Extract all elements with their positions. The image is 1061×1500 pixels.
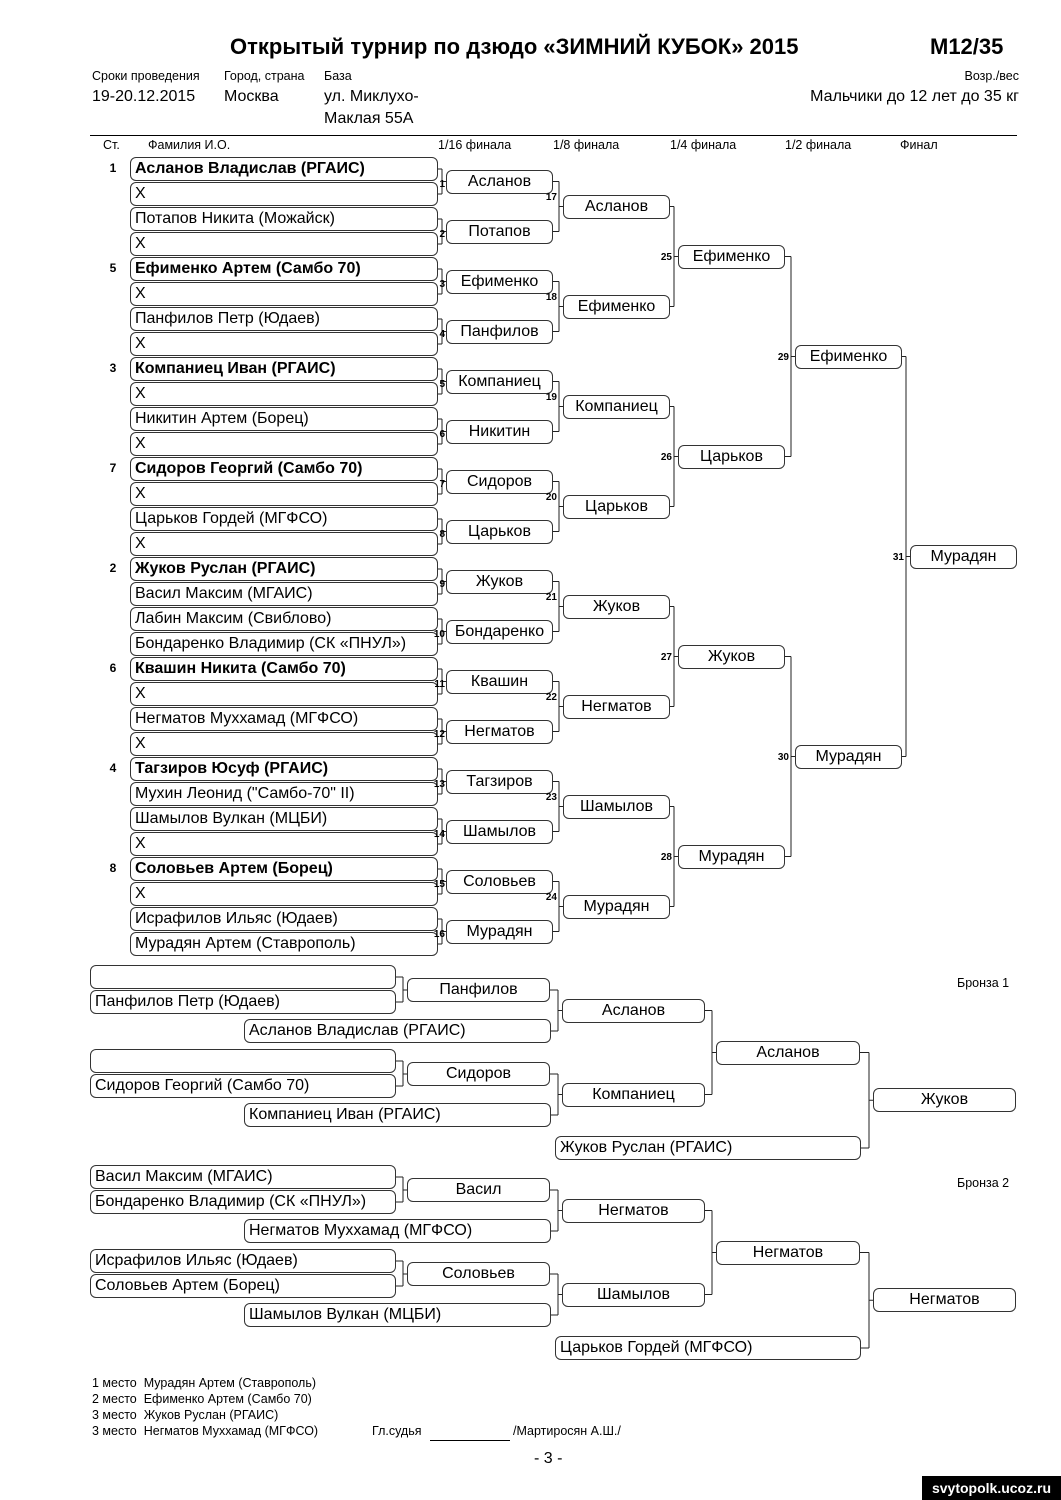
match-winner: Асланов: [446, 170, 553, 194]
entrant-row: Лабин Максим (Свиблово): [130, 607, 438, 631]
repechage-winner: Негматов: [562, 1199, 705, 1223]
entrant-row: Соловьев Артем (Борец): [130, 857, 438, 881]
match-number: 17: [545, 191, 557, 203]
seed-number: 6: [109, 661, 117, 675]
match-number: 19: [545, 391, 557, 403]
match-number: 26: [660, 451, 672, 463]
match-number: 6: [439, 428, 445, 440]
match-winner: Жуков: [678, 645, 785, 669]
category-code: М12/35: [930, 34, 1004, 59]
entrant-row: Х: [130, 682, 438, 706]
match-winner: Ефименко: [795, 345, 902, 369]
base-line2: Маклая 55А: [324, 110, 414, 127]
col-final: Финал: [900, 138, 938, 152]
bronze-winner: Негматов: [873, 1288, 1016, 1312]
match-number: 11: [434, 678, 445, 690]
match-winner: Бондаренко: [446, 620, 553, 644]
match-winner: Панфилов: [446, 320, 553, 344]
repechage-winner: Шамылов: [562, 1283, 705, 1307]
judge-signature-line: [430, 1440, 510, 1441]
result-2: 2 место Ефименко Артем (Самбо 70): [92, 1392, 312, 1406]
match-winner: Царьков: [563, 495, 670, 519]
match-winner: Ефименко: [446, 270, 553, 294]
match-winner: Шамылов: [563, 795, 670, 819]
match-number: 13: [433, 778, 445, 790]
repechage-entrant: Соловьев Артем (Борец): [90, 1274, 396, 1298]
match-number: 29: [777, 351, 789, 363]
repechage-entrant: Компаниец Иван (РГАИС): [244, 1103, 551, 1127]
match-winner: Ефименко: [678, 245, 785, 269]
match-winner: Мурадян: [446, 920, 553, 944]
repechage-entrant: Панфилов Петр (Юдаев): [90, 990, 396, 1014]
match-number: 28: [660, 851, 672, 863]
repechage-entrant: Негматов Муххамад (МГФСО): [244, 1219, 551, 1243]
entrant-row: Х: [130, 182, 438, 206]
match-number: 4: [439, 328, 445, 340]
bronze-opponent: Жуков Руслан (РГАИС): [555, 1136, 861, 1160]
entrant-row: Х: [130, 732, 438, 756]
watermark: svytopolk.ucoz.ru: [922, 1476, 1061, 1500]
match-winner: Сидоров: [446, 470, 553, 494]
col-st: Ст.: [103, 138, 120, 152]
match-winner: Мурадян: [563, 895, 670, 919]
repechage-entrant: [90, 965, 396, 989]
match-winner: Ефименко: [563, 295, 670, 319]
repechage-entrant: Сидоров Георгий (Самбо 70): [90, 1074, 396, 1098]
repechage-winner: Панфилов: [407, 978, 550, 1002]
match-winner: Жуков: [446, 570, 553, 594]
match-number: 16: [433, 928, 445, 940]
match-winner: Царьков: [446, 520, 553, 544]
col-r2: 1/2 финала: [785, 138, 852, 152]
result-4: 3 место Негматов Муххамад (МГФСО): [92, 1424, 319, 1438]
entrant-row: Компаниец Иван (РГАИС): [130, 357, 438, 381]
repechage-winner: Асланов: [716, 1041, 860, 1065]
city-value: Москва: [224, 88, 279, 105]
repechage-winner: Васил: [407, 1178, 550, 1202]
entrant-row: Мурадян Артем (Ставрополь): [130, 932, 438, 956]
seed-number: 8: [109, 861, 117, 875]
repechage-entrant: [90, 1049, 396, 1073]
match-number: 25: [660, 251, 672, 263]
age-label: Возр./вес: [964, 69, 1019, 83]
seed-number: 7: [109, 461, 117, 475]
repechage-entrant: Исрафилов Ильяс (Юдаев): [90, 1249, 396, 1273]
entrant-row: Х: [130, 282, 438, 306]
city-label: Город, страна: [224, 69, 305, 83]
col-r8: 1/8 финала: [553, 138, 620, 152]
repechage-entrant: Бондаренко Владимир (СК «ПНУЛ»): [90, 1190, 396, 1214]
match-number: 2: [439, 228, 445, 240]
match-number: 21: [545, 591, 557, 603]
entrant-row: Х: [130, 532, 438, 556]
match-number: 18: [545, 291, 557, 303]
entrant-row: Х: [130, 432, 438, 456]
match-winner: Негматов: [563, 695, 670, 719]
entrant-row: Квашин Никита (Самбо 70): [130, 657, 438, 681]
entrant-row: Шамылов Вулкан (МЦБИ): [130, 807, 438, 831]
match-number: 5: [439, 378, 445, 390]
entrant-row: Тагзиров Юсуф (РГАИС): [130, 757, 438, 781]
judge-label: Гл.судья: [372, 1424, 422, 1438]
col-r4: 1/4 финала: [670, 138, 737, 152]
match-winner: Квашин: [446, 670, 553, 694]
page-title: Открытый турнир по дзюдо «ЗИМНИЙ КУБОК» 2015: [230, 34, 799, 59]
page-number: - 3 -: [534, 1450, 563, 1467]
match-number: 20: [545, 491, 557, 503]
match-number: 10: [433, 628, 445, 640]
match-winner: Мурадян: [678, 845, 785, 869]
match-number: 14: [433, 828, 445, 840]
entrant-row: Ефименко Артем (Самбо 70): [130, 257, 438, 281]
judge-name: /Мартиросян А.Ш./: [513, 1424, 621, 1438]
entrant-row: Васил Максим (МГАИС): [130, 582, 438, 606]
match-number: 31: [892, 551, 904, 563]
match-winner: Жуков: [563, 595, 670, 619]
match-winner: Компаниец: [563, 395, 670, 419]
entrant-row: Х: [130, 382, 438, 406]
repechage-winner: Компаниец: [562, 1083, 705, 1107]
match-number: 22: [545, 691, 557, 703]
match-winner: Асланов: [563, 195, 670, 219]
repechage-winner: Негматов: [716, 1241, 860, 1265]
entrant-row: Мухин Леонид ("Самбо-70" II): [130, 782, 438, 806]
match-number: 3: [439, 278, 445, 290]
result-3: 3 место Жуков Руслан (РГАИС): [92, 1408, 279, 1422]
match-winner: Компаниец: [446, 370, 553, 394]
entrant-row: Х: [130, 232, 438, 256]
match-winner: Шамылов: [446, 820, 553, 844]
result-1: 1 место Мурадян Артем (Ставрополь): [92, 1376, 317, 1390]
match-winner: Потапов: [446, 220, 553, 244]
entrant-row: Потапов Никита (Можайск): [130, 207, 438, 231]
repechage-winner: Асланов: [562, 999, 705, 1023]
bronze-opponent: Царьков Гордей (МГФСО): [555, 1336, 861, 1360]
match-number: 9: [439, 578, 445, 590]
base-line1: ул. Миклухо-: [324, 88, 419, 105]
match-number: 23: [545, 791, 557, 803]
dates-label: Сроки проведения: [92, 69, 200, 83]
dates-value: 19-20.12.2015: [92, 88, 196, 105]
entrant-row: Панфилов Петр (Юдаев): [130, 307, 438, 331]
entrant-row: Негматов Муххамад (МГФСО): [130, 707, 438, 731]
entrant-row: Х: [130, 332, 438, 356]
match-winner: Никитин: [446, 420, 553, 444]
repechage-entrant: Шамылов Вулкан (МЦБИ): [244, 1303, 551, 1327]
entrant-row: Х: [130, 882, 438, 906]
seed-number: 3: [109, 361, 117, 375]
seed-number: 2: [109, 561, 117, 575]
match-number: 30: [777, 751, 789, 763]
entrant-row: Исрафилов Ильяс (Юдаев): [130, 907, 438, 931]
seed-number: 4: [109, 761, 117, 775]
entrant-row: Никитин Артем (Борец): [130, 407, 438, 431]
bronze-winner: Жуков: [873, 1088, 1016, 1112]
match-winner: Негматов: [446, 720, 553, 744]
entrant-row: Бондаренко Владимир (СК «ПНУЛ»): [130, 632, 438, 656]
match-number: 24: [545, 891, 557, 903]
repechage-winner: Сидоров: [407, 1062, 550, 1086]
entrant-row: Жуков Руслан (РГАИС): [130, 557, 438, 581]
results-list: [92, 1375, 318, 1439]
match-number: 15: [433, 878, 445, 890]
entrant-row: Асланов Владислав (РГАИС): [130, 157, 438, 181]
entrant-row: Х: [130, 482, 438, 506]
match-number: 1: [439, 178, 445, 190]
age-value: Мальчики до 12 лет до 35 кг: [810, 88, 1019, 105]
final-winner: Мурадян: [910, 545, 1017, 569]
bronze2-label: Бронза 2: [957, 1176, 1010, 1190]
repechage-entrant: Асланов Владислав (РГАИС): [244, 1019, 551, 1043]
match-number: 8: [439, 528, 445, 540]
match-number: 7: [439, 478, 445, 490]
match-winner: Соловьев: [446, 870, 553, 894]
match-number: 27: [660, 651, 672, 663]
bronze1-label: Бронза 1: [957, 976, 1010, 990]
col-r16: 1/16 финала: [438, 138, 512, 152]
match-winner: Тагзиров: [446, 770, 553, 794]
seed-number: 5: [109, 261, 117, 275]
match-number: 12: [433, 728, 445, 740]
repechage-winner: Соловьев: [407, 1262, 550, 1286]
entrant-row: Сидоров Георгий (Самбо 70): [130, 457, 438, 481]
repechage-entrant: Васил Максим (МГАИС): [90, 1165, 396, 1189]
entrant-row: Царьков Гордей (МГФСО): [130, 507, 438, 531]
entrant-row: Х: [130, 832, 438, 856]
seed-number: 1: [109, 161, 117, 175]
match-winner: Мурадян: [795, 745, 902, 769]
base-label: База: [324, 69, 352, 83]
match-winner: Царьков: [678, 445, 785, 469]
col-name: Фамилия И.О.: [148, 138, 231, 152]
